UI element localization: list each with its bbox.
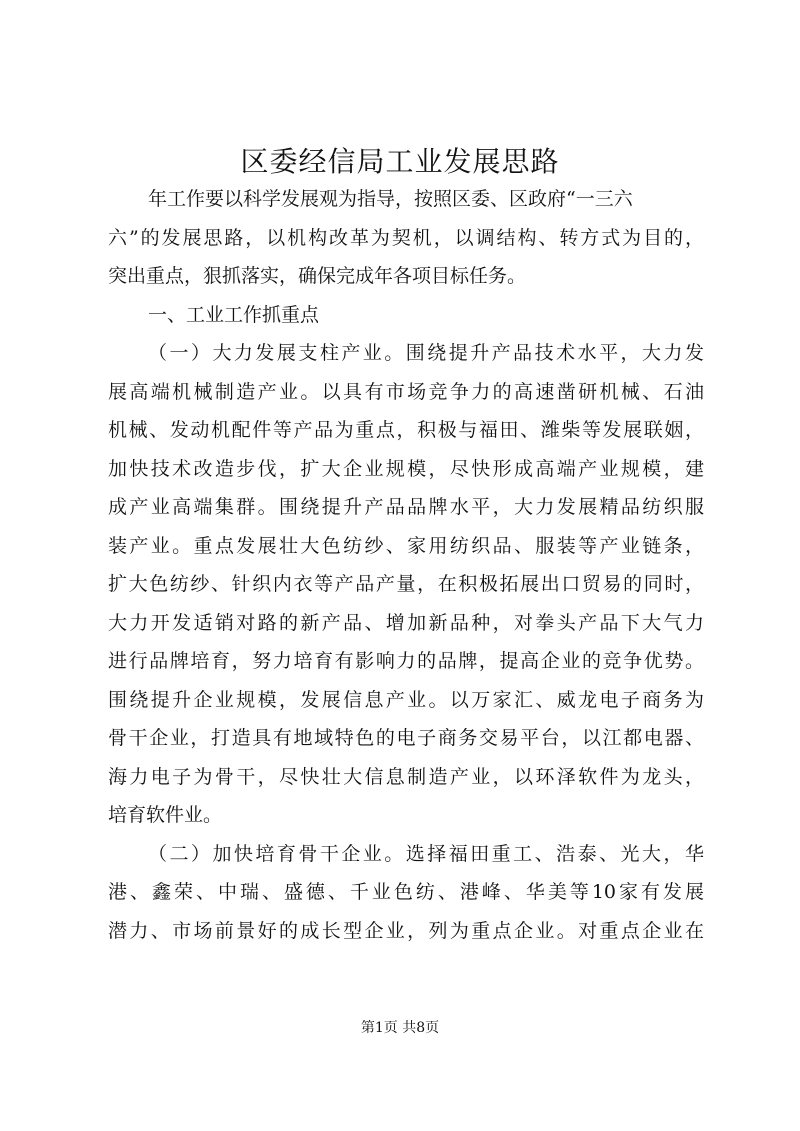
paragraph-line: 潜力、市场前景好的成长型企业，列为重点企业。对重点企业在 <box>108 919 704 942</box>
paragraph-line: 港、鑫荣、中瑞、盛德、千业色纺、港峰、华美等10家有发展 <box>108 881 704 903</box>
paragraph-line: 进行品牌培育，努力培育有影响力的品牌，提高企业的竞争优势。 <box>108 650 704 672</box>
paragraph-line: 扩大色纺纱、针织内衣等产品产量，在积极拓展出口贸易的同时， <box>108 573 704 595</box>
paragraph-line: 年工作要以科学发展观为指导，按照区委、区政府“一三六 <box>148 188 633 210</box>
document-title: 区委经信局工业发展思路 <box>240 145 560 178</box>
paragraph-line: 骨干企业，打造具有地域特色的电子商务交易平台，以江都电器、 <box>108 727 704 749</box>
paragraph-line: （一）大力发展支柱产业。围绕提升产品技术水平，大力发 <box>148 342 704 364</box>
page-number-footer: 第1页 共8页 <box>360 1020 440 1036</box>
paragraph-line: 装产业。重点发展壮大色纺纱、家用纺织品、服装等产业链条， <box>108 534 704 557</box>
paragraph-line: 展高端机械制造产业。以具有市场竞争力的高速凿研机械、石油 <box>108 380 704 403</box>
paragraph-line: 大力开发适销对路的新产品、增加新品种，对拳头产品下大气力 <box>108 611 704 634</box>
paragraph-line: 加快技术改造步伐，扩大企业规模，尽快形成高端产业规模，建 <box>108 457 704 480</box>
paragraph-line: 围绕提升企业规模，发展信息产业。以万家汇、威龙电子商务为 <box>108 688 704 711</box>
paragraph-line: 机械、发动机配件等产品为重点，积极与福田、潍柴等发展联姻， <box>108 419 704 441</box>
paragraph-line: 突出重点，狠抓落实，确保完成年各项目标任务。 <box>108 265 527 287</box>
document-body <box>108 180 704 950</box>
paragraph-line: （二）加快培育骨干企业。选择福田重工、浩泰、光大，华 <box>148 842 704 865</box>
section-heading: 一、工业工作抓重点 <box>148 303 320 326</box>
paragraph-line: 成产业高端集群。围绕提升产品品牌水平，大力发展精品纺织服 <box>108 496 704 518</box>
paragraph-line: 海力电子为骨干，尽快壮大信息制造产业，以环泽软件为龙头， <box>108 765 704 788</box>
paragraph-line: 培育软件业。 <box>108 804 223 826</box>
paragraph-line: 六”的发展思路，以机构改革为契机，以调结构、转方式为目的， <box>108 226 704 249</box>
